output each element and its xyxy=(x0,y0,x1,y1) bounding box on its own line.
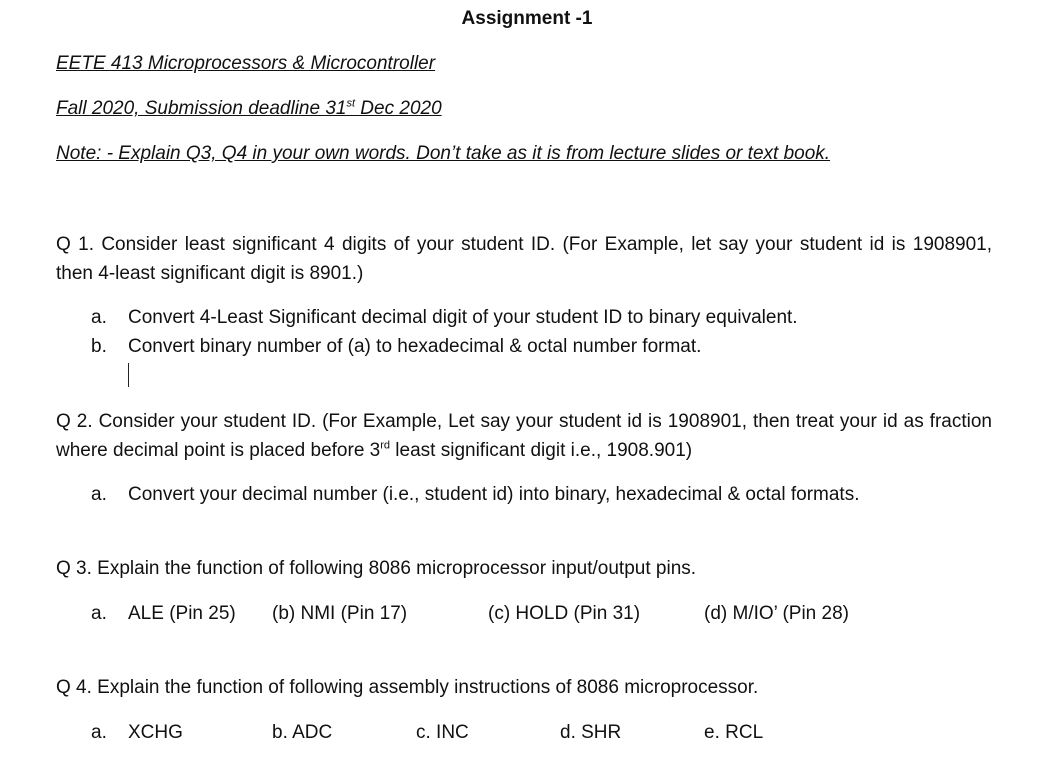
q2-text-before: Q 2. Consider your student ID. (For Example, Let say your student id is 1908901, then treat your id as fraction where decimal point is placed before 3 xyxy=(56,411,992,461)
q4-instr-rcl: e. RCL xyxy=(704,722,764,743)
q2-ordinal: rd xyxy=(380,439,391,452)
q1-item-b-text: Convert binary number of (a) to hexadecimal & octal number format. xyxy=(128,336,702,357)
q2-text-after: least significant digit i.e., 1908.901) xyxy=(390,440,693,461)
q4-instr-shr: d. SHR xyxy=(560,722,622,743)
q4-item-marker: a. xyxy=(91,722,107,743)
deadline-suffix: Dec 2020 xyxy=(355,98,442,119)
q3-item-marker: a. xyxy=(91,603,107,624)
assignment-note: Note: - Explain Q3, Q4 in your own words. Don’t take as it is from lecture slides or text book. xyxy=(56,143,831,164)
question-1-text: Q 1. Consider least significant 4 digits of your student ID. (For Example, let say your student id is 1908901, then 4-least significant digit is 8901.) xyxy=(56,234,992,284)
text-cursor xyxy=(128,363,129,387)
q1-item-b-marker: b. xyxy=(91,336,107,357)
submission-deadline xyxy=(56,98,442,120)
question-4-text: Q 4. Explain the function of following assembly instructions of 8086 microprocessor. xyxy=(56,677,759,698)
assignment-title: Assignment -1 xyxy=(461,8,593,29)
q3-pin-nmi: (b) NMI (Pin 17) xyxy=(272,603,408,624)
question-3-text: Q 3. Explain the function of following 8086 microprocessor input/output pins. xyxy=(56,558,697,579)
q3-pin-ale: ALE (Pin 25) xyxy=(128,603,236,624)
q2-item-a-text: Convert your decimal number (i.e., student id) into binary, hexadecimal & octal formats. xyxy=(128,484,860,505)
q4-instr-inc: c. INC xyxy=(416,722,469,743)
q3-pin-mio: (d) M/IO’ (Pin 28) xyxy=(704,603,849,624)
deadline-prefix: Fall 2020, Submission deadline 31 xyxy=(56,98,347,119)
q1-item-a-marker: a. xyxy=(91,307,107,328)
course-name: EETE 413 Microprocessors & Microcontroller xyxy=(56,53,436,74)
q2-item-a-marker: a. xyxy=(91,484,107,505)
deadline-ordinal: st xyxy=(346,97,356,110)
question-2-text xyxy=(56,407,992,465)
q3-pin-hold: (c) HOLD (Pin 31) xyxy=(488,603,641,624)
q4-instr-adc: b. ADC xyxy=(272,722,333,743)
q1-item-a-text: Convert 4-Least Significant decimal digit of your student ID to binary equivalent. xyxy=(128,307,798,328)
q4-instr-xchg: XCHG xyxy=(128,722,183,743)
